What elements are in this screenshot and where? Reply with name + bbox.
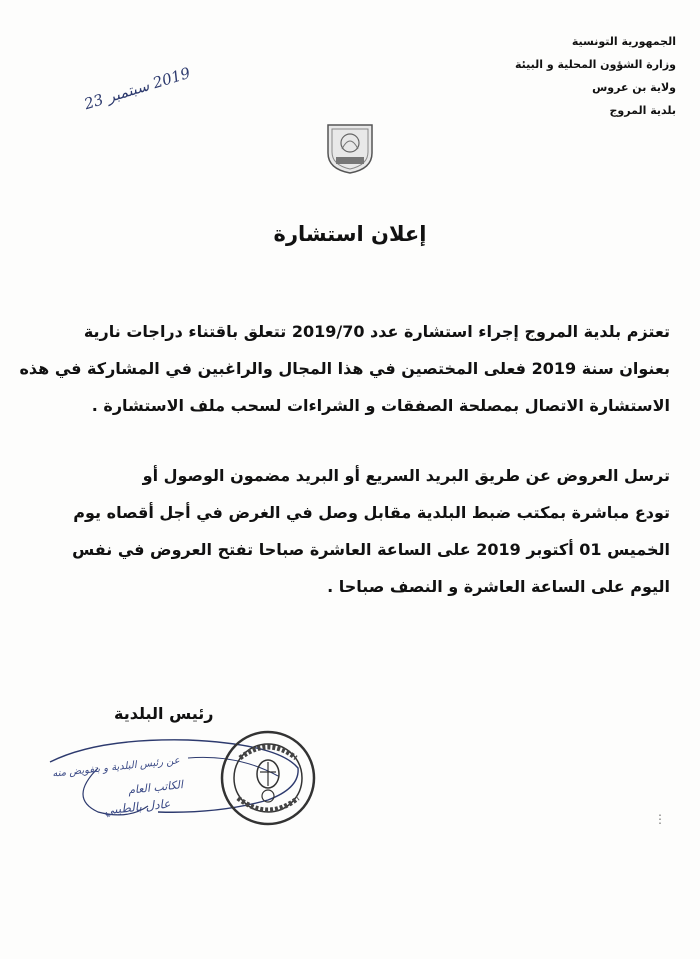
letterhead-line-ministry: وزارة الشؤون المحلية و البيئة (514, 58, 676, 71)
paragraph-line: تودع مباشرة بمكتب ضبط البلدية مقابل وصل في الغرض في أجل أقصاه يوم (73, 503, 670, 522)
paragraph-line: ترسل العروض عن طريق البريد السريع أو البريد مضمون الوصول أو (142, 466, 670, 485)
letterhead (515, 30, 676, 122)
paragraph-line: تعتزم بلدية المروج إجراء استشارة عدد 2019/70 تتعلق باقتناء دراجات نارية (83, 322, 670, 341)
handwritten-date: 2019 سبتمبر 23 (82, 63, 193, 114)
official-seal-icon (218, 728, 318, 828)
paragraph-line: الخميس 01 أكتوبر 2019 على الساعة العاشرة صباحا تفتح العروض في نفس (72, 540, 670, 559)
paragraph-line: بعنوان سنة 2019 فعلى المختصين في هذا المجال والراغبين في المشاركة في هذه (19, 359, 670, 378)
paragraph-line: الاستشارة الاتصال بمصلحة الصفقات و الشراءات لسحب ملف الاستشارة . (91, 396, 670, 415)
signatory-title: رئيس البلدية (114, 704, 214, 723)
municipality-emblem-icon (322, 119, 378, 175)
paragraph-consultation (19, 313, 670, 424)
signature-delegation-line: عن رئيس البلدية و بتفويض منه (51, 755, 181, 780)
edge-mark: ⋮ (654, 812, 666, 826)
document-title: إعلان استشارة (273, 222, 427, 246)
paragraph-line: اليوم على الساعة العاشرة و النصف صباحا . (327, 577, 670, 596)
letterhead-line-governorate: ولاية بن عروس (592, 81, 676, 94)
paragraph-submission (34, 457, 670, 605)
signature-role-line: الكاتب العام (127, 778, 184, 797)
letterhead-line-republic: الجمهورية التونسية (571, 35, 676, 48)
signature-name-line: عادل بالطيبي (103, 796, 171, 818)
letterhead-line-municipality: بلدية المروج (609, 104, 676, 117)
